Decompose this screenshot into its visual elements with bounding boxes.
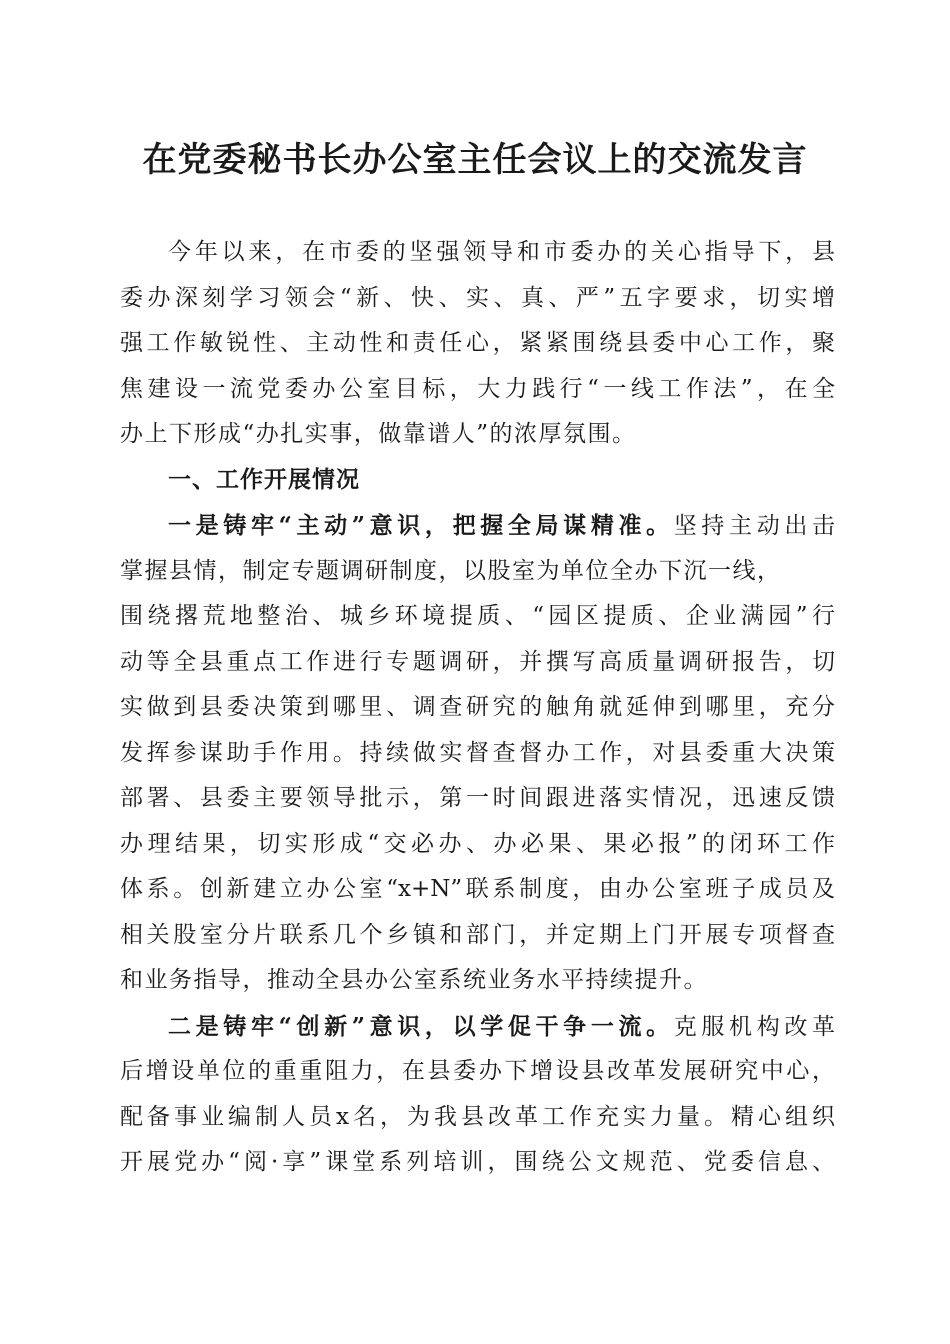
para2-line: 配备事业编制人员x名，为我县改革工作充实力量。精心组织: [120, 1103, 835, 1130]
para1-line: 动等全县重点工作进行专题调研，并撰写高质量调研报告，切: [120, 648, 835, 675]
para1-line: 办理结果，切实形成“交必办、办必果、果必报”的闭环工作: [120, 830, 835, 857]
para2-first-rest: 克服机构改革: [673, 1013, 836, 1040]
intro-line: 委办深刻学习领会“新、快、实、真、严”五字要求，切实增: [120, 284, 835, 311]
document-body: [120, 230, 835, 1186]
intro-line: 强工作敏锐性、主动性和责任心，紧紧围绕县委中心工作，聚: [120, 330, 835, 356]
intro-line: 焦建设一流党委办公室目标，大力践行“一线工作法”，在全: [120, 375, 835, 402]
document-title: 在党委秘书长办公室主任会议上的交流发言: [142, 140, 808, 180]
para1-first-line: [120, 503, 835, 549]
intro-line: 今年以来，在市委的坚强领导和市委办的关心指导下，县: [168, 239, 835, 265]
para1-first-rest: 坚持主动出击: [673, 513, 836, 539]
para1-line: 实做到县委决策到哪里、调查研究的触角就延伸到哪里，充分: [120, 694, 835, 720]
para1-line: 掌握县情，制定专题调研制度，以股室为单位全办下沉一线，: [120, 557, 782, 584]
para1-line: 相关股室分片联系几个乡镇和部门，并定期上门开展专项督查: [120, 921, 835, 948]
para2-lead: 二是铸牢“创新”意识，以学促干争一流。: [168, 1012, 674, 1040]
para1-lead: 一是铸牢“主动”意识，把握全局谋精准。: [168, 512, 674, 539]
para1-line: 和业务指导，推动全县办公室系统业务水平持续提升。: [120, 967, 708, 993]
para1-line: 发挥参谋助手作用。持续做实督查督办工作，对县委重大决策: [120, 739, 835, 766]
para1-line: 围绕撂荒地整治、城乡环境提质、“园区提质、企业满园”行: [120, 603, 835, 629]
para2-line: 后增设单位的重重阻力，在县委办下增设县改革发展研究中心，: [120, 1058, 835, 1084]
para1-line: 部署、县委主要领导批示，第一时间跟进落实情况，迅速反馈: [120, 785, 835, 811]
section-heading: 一、工作开展情况: [168, 466, 360, 493]
para2-first-line: [120, 1004, 835, 1050]
intro-line: 办上下形成“办扎实事，做靠谱人”的浓厚氛围。: [120, 421, 637, 447]
para2-line: 开展党办“阅·享”课堂系列培训，围绕公文规范、党委信息、: [120, 1149, 835, 1175]
para1-line: 体系。创新建立办公室“x+N”联系制度，由办公室班子成员及: [120, 876, 835, 902]
